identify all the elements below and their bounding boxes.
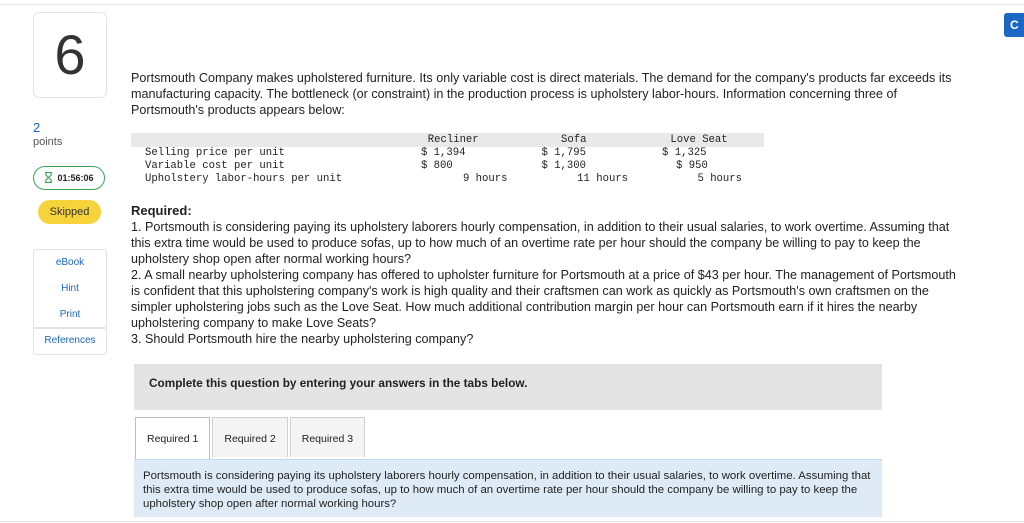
table-row	[131, 160, 764, 173]
table-header-cell	[131, 133, 393, 147]
tab-panel-text: Portsmouth is considering paying its upholstery laborers hourly compensation, in addition to their usual salaries, to work overtime. Assuming that this extra time would be used to produce sofas, up to how much of an overtime rate per hour should the company be willing to pay to keep the upholstery shop open after normal working hours?	[134, 459, 882, 517]
tab-required-3[interactable]: Required 3	[290, 417, 365, 457]
table-cell: 9 hours	[462, 173, 508, 185]
points-label: points	[33, 136, 63, 148]
required-item-2: 2. A small nearby upholstering company has offered to upholster furniture for Portsmouth at a price of $43 per hour. The management of Portsmouth is confident that this upholstering company's work is high quality and their craftsmen can work as quickly as Portsmouth's own craftsmen on the simpler upholstering jobs such as the Love Seat. How much additional contribution margin per hour can Portsmouth earn if it hires the nearby upholstering company to make Love Seats?	[131, 268, 956, 330]
table-cell: 11 hours	[577, 173, 629, 185]
table-row	[131, 147, 764, 160]
table-cell: $ 1,300	[541, 160, 586, 172]
sidebar-item-references[interactable]: References	[33, 327, 107, 355]
table-cell: $ 800	[420, 160, 453, 172]
hourglass-icon	[44, 172, 53, 185]
status-badge: Skipped	[38, 200, 101, 224]
table-cell: $ 1,795	[541, 147, 586, 159]
tab-required-1[interactable]: Required 1	[135, 417, 210, 459]
required-item-1: 1. Portsmouth is considering paying its upholstery laborers hourly compensation, in addition to their usual salaries, to work overtime. Assuming that this extra time would be used to produce sofas, up to how much of an overtime rate per hour should the company be willing to pay to keep the upholstery shop open after normal working hours?	[131, 220, 950, 266]
sidebar-tools	[33, 249, 107, 329]
table-header-cell: Recliner	[393, 133, 514, 147]
sidebar-item-hint[interactable]: Hint	[61, 283, 79, 294]
table-cell: $ 1,325	[662, 147, 707, 159]
question-number: 6	[33, 12, 107, 98]
table-cell: Selling price per unit	[145, 147, 285, 159]
required-section	[131, 203, 956, 347]
table-header-cell: Love Seat	[634, 133, 764, 147]
top-divider	[0, 4, 1024, 5]
timer-text: 01:56:06	[57, 173, 94, 183]
required-title: Required:	[131, 203, 192, 218]
table-cell: Upholstery labor-hours per unit	[145, 173, 343, 185]
bottom-divider	[0, 521, 1024, 522]
table-row	[131, 173, 764, 186]
sidebar-item-print[interactable]: Print	[59, 309, 81, 320]
table-cell: Variable cost per unit	[145, 160, 285, 172]
table-header-row	[131, 133, 764, 147]
timer-badge	[33, 166, 105, 190]
points-value: 2	[33, 120, 41, 135]
table-cell: $ 1,394	[420, 147, 466, 159]
table-cell: 5 hours	[697, 173, 742, 185]
sidebar-item-ebook[interactable]: eBook	[55, 257, 85, 268]
corner-button[interactable]: C	[1004, 13, 1024, 37]
instruction-bar: Complete this question by entering your answers in the tabs below.	[134, 364, 882, 410]
intro-text: Portsmouth Company makes upholstered furniture. Its only variable cost is direct materials. The demand for the company's products far exceeds its manufacturing capacity. The bottleneck (or constraint) in the production process is upholstery labor-hours. Information concerning three of Portsmouth's products appears below:	[131, 71, 952, 117]
table-cell: $ 950	[676, 160, 708, 172]
table-header-cell: Sofa	[513, 133, 634, 147]
tab-required-2[interactable]: Required 2	[212, 417, 287, 457]
required-item-3: 3. Should Portsmouth hire the nearby upholstering company?	[131, 332, 474, 346]
product-table	[131, 133, 764, 186]
answer-tabs	[135, 417, 365, 459]
